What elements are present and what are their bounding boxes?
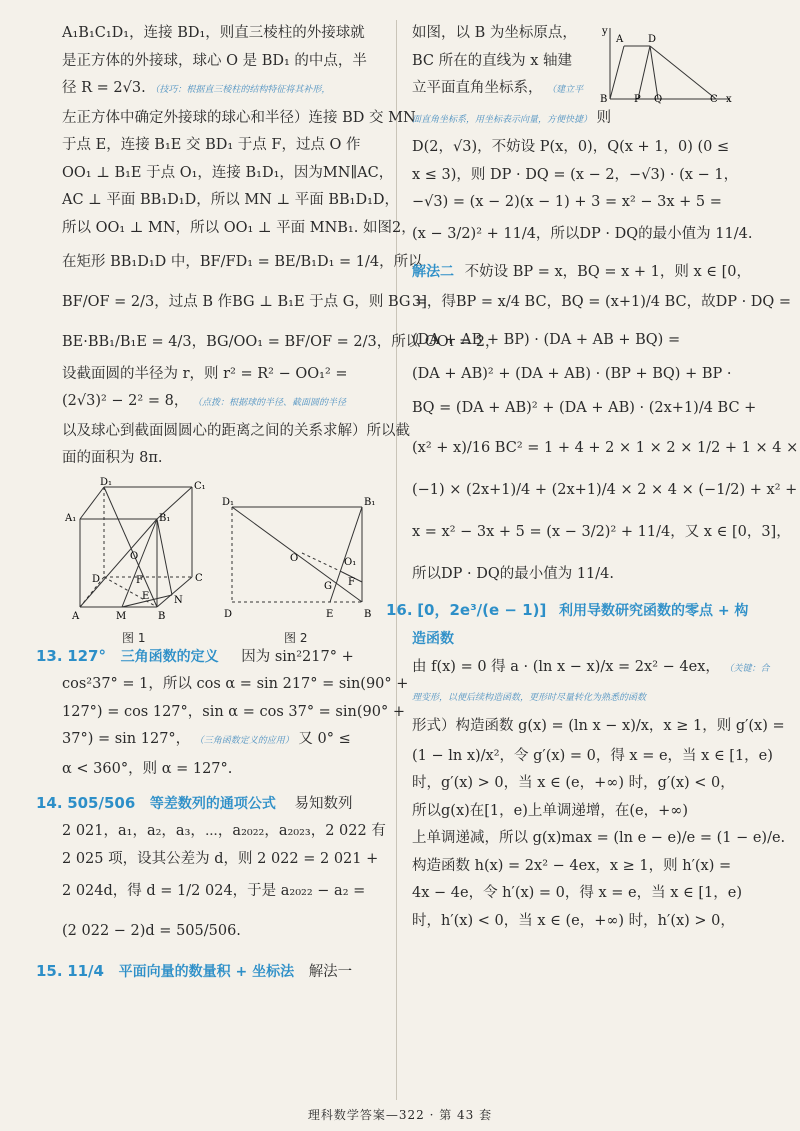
text-line: 左正方体中确定外接球的球心和半径）连接 BD 交 MN	[62, 109, 416, 126]
text-line: OO₁ ⊥ B₁E 于点 O₁，连接 B₁D₁，因为MN∥AC，	[62, 164, 394, 181]
text-line: (x² + x)/16 BC² = 1 + 4 + 2 × 1 × 2 × 1/2 + 1 × 4 ×	[412, 440, 799, 456]
text-line: 时，g′(x) > 0，当 x ∈ (e，+∞) 时，g′(x) < 0，	[412, 775, 735, 791]
rect-label: G	[324, 580, 332, 592]
cube-label: A₁	[65, 512, 77, 524]
text-line	[62, 79, 384, 99]
graph-label: P	[634, 94, 641, 104]
graph-label: D	[648, 34, 657, 45]
text-line: (2√3)² − 2² = 8，	[62, 393, 189, 409]
q14-head	[36, 794, 384, 813]
text-line: 立平面直角坐标系，	[412, 80, 543, 96]
text-line: 2 025 项，设其公差为 d，则 2 022 = 2 021 +	[62, 850, 379, 867]
text-line: (2 022 − 2)d = 505/506.	[62, 922, 241, 939]
text-line: 形式）构造函数 g(x) = (ln x − x)/x，x ≥ 1，则 g′(x) =	[412, 717, 785, 734]
text-line	[412, 109, 742, 129]
text-line: A₁B₁C₁D₁，连接 BD₁，则直三棱柱的外接球就	[62, 25, 365, 41]
tip-note: （关键：合	[724, 663, 770, 674]
q16-head	[386, 601, 749, 620]
text-line: (DA + AB + BP) · (DA + AB + BQ) =	[412, 332, 681, 348]
q14-number: 14.	[36, 793, 63, 812]
text-line: BQ = (DA + AB)² + (DA + AB) · (2x+1)/4 BC +	[412, 400, 757, 416]
text-line: 所以 OO₁ ⊥ MN，所以 OO₁ ⊥ 平面 MNB₁. 如图2，	[62, 219, 416, 236]
q13-number: 13.	[36, 646, 63, 665]
text-line	[412, 658, 770, 678]
q16-topic: 利用导数研究函数的零点 + 构	[558, 603, 749, 619]
rect-label: D₁	[222, 496, 235, 508]
graph-label: B	[600, 94, 608, 104]
text-line: 在矩形 BB₁D₁D 中，BF/FD₁ = BE/B₁D₁ = 1/4，所以	[62, 253, 423, 270]
q15-answer: 11/4	[67, 961, 104, 980]
text-line: −√3) = (x − 2)(x − 1) + 3 = x² − 3x + 5 =	[412, 194, 722, 210]
text-line: (1 − ln x)/x²，令 g′(x) = 0，得 x = e，当 x ∈ [1，e)	[412, 747, 773, 764]
text-line: 3]，得BP = x/4 BC，BQ = (x+1)/4 BC，故DP · DQ =	[412, 294, 792, 310]
text-line: 如图，以 B 为坐标原点，	[412, 25, 577, 41]
cube-label: E	[142, 590, 150, 602]
text-line: BC 所在的直线为 x 轴建	[412, 52, 573, 69]
method2-label: 解法二	[412, 264, 454, 280]
cube-figure	[62, 477, 384, 627]
text-line	[412, 687, 742, 707]
tip-note: （建立平	[547, 85, 584, 95]
column-divider	[396, 20, 397, 1100]
text-line: (DA + AB)² + (DA + AB) · (BP + BQ) + BP ·	[412, 366, 732, 382]
cube-label: O	[130, 550, 139, 562]
rect-label: E	[326, 608, 334, 620]
text-line: α < 360°，则 α = 127°.	[62, 760, 233, 777]
graph-label: A	[616, 34, 624, 45]
text-line: 由 f(x) = 0 得 a · (ln x − x)/x = 2x² − 4ex，	[412, 658, 720, 675]
text-line: 又 0° ≤	[298, 731, 351, 747]
figure2-caption: 图 2	[284, 630, 308, 645]
text-line: BF/OF = 2/3，过点 B 作BG ⊥ B₁E 于点 G，则 BG =	[62, 293, 428, 310]
cube-label: N	[174, 594, 183, 606]
tip-note: （三角函数定义的应用）	[194, 736, 294, 746]
text-line: 时，h′(x) < 0，当 x ∈ (e，+∞) 时，h′(x) > 0，	[412, 912, 735, 929]
cube-label: B₁	[159, 512, 171, 524]
text-line: 以及球心到截面圆圆心的距离之间的关系求解）所以截	[62, 422, 410, 439]
q16-topic2: 造函数	[412, 630, 454, 647]
q15-number: 15.	[36, 961, 63, 980]
text-line: 所以g(x)在[1，e)上单调递增，在(e，+∞)	[412, 802, 689, 819]
text-line: cos²37° = 1，所以 cos α = sin 217° = sin(90° +	[62, 676, 409, 692]
rect-label: B₁	[364, 496, 376, 508]
q14-answer: 505/506	[67, 793, 136, 812]
text-line: (x − 3/2)² + 11/4，所以DP · DQ的最小值为 11/4.	[412, 226, 753, 242]
text-line: 于点 E，连接 B₁E 交 BD₁ 于点 F，过点 O 作	[62, 137, 361, 153]
rect-label: O₁	[344, 556, 357, 568]
q15-topic: 平面向量的数量积 + 坐标法	[118, 963, 295, 980]
q15-head	[36, 962, 384, 981]
cube-label: M	[116, 610, 127, 622]
cube-label: C	[195, 572, 203, 584]
q13-text: 因为 sin²217° +	[241, 648, 354, 665]
text-line: 2 024d，得 d = 1/2 024，于是 a₂₀₂₂ − a₂ =	[62, 882, 366, 899]
text-line: 则	[596, 109, 612, 126]
text-line: 径 R = 2√3.	[62, 80, 146, 96]
text-line: BE·BB₁/B₁E = 4/3，BG/OO₁ = BF/OF = 2/3，所以 OO₁ = 2，	[62, 333, 500, 350]
graph-label: y	[602, 26, 608, 37]
text-line: 不妨设 BP = x，BQ = x + 1，则 x ∈ [0，	[464, 264, 751, 280]
q14-text: 易知数列	[294, 795, 353, 812]
text-line: x ≤ 3)，则 DP · DQ = (x − 2，−√3) · (x − 1，	[412, 166, 739, 183]
text-line: D(2，√3)，不妨设 P(x，0)，Q(x + 1，0) (0 ≤	[412, 139, 730, 155]
text-line: 是正方体的外接球，球心 O 是 BD₁ 的中点，半	[62, 52, 367, 69]
rect-label: F	[348, 576, 355, 588]
method2-first-line	[412, 263, 751, 281]
q13-topic: 三角函数的定义	[120, 648, 219, 665]
text-line: 2 021，a₁，a₂，a₃，⋯，a₂₀₂₂，a₂₀₂₃，2 022 有	[62, 823, 386, 839]
q16-topic-cont	[412, 630, 742, 648]
q13-head	[36, 647, 384, 666]
rect-label: D	[224, 608, 233, 620]
text-line: 127°) = cos 127°，sin α = cos 37° = sin(90° +	[62, 703, 405, 720]
right-column	[386, 24, 799, 939]
text-line	[62, 730, 384, 750]
page-footer: 理科数学答案—322 · 第 43 套	[307, 1108, 493, 1122]
figures-row	[62, 477, 384, 647]
tip-note: 面直角坐标系，用坐标表示向量，方便快捷）	[412, 114, 593, 125]
text-line: 4x − 4e，令 h′(x) = 0，得 x = e，当 x ∈ [1，e)	[412, 885, 742, 901]
cube-label: D₁	[100, 476, 113, 488]
graph-label: Q	[654, 94, 663, 104]
text-line	[62, 392, 384, 412]
text-line: 37°) = sin 127°，	[62, 731, 191, 747]
graph-label: x	[726, 94, 732, 104]
cube-label: F	[136, 574, 143, 586]
text-line: AC ⊥ 平面 BB₁D₁D，所以 MN ⊥ 平面 BB₁D₁D，	[62, 192, 400, 208]
text-line: (−1) × (2x+1)/4 + (2x+1)/4 × 2 × 4 × (−1/2) + x² +	[412, 482, 798, 498]
text-line: 构造函数 h(x) = 2x² − 4ex，x ≥ 1，则 h′(x) =	[412, 857, 732, 874]
text-line: 上单调递减，所以 g(x)max = (ln e − e)/e = (1 − e)/e.	[412, 830, 786, 846]
tip-note: 理变形，以便后续构造函数，更形时尽量转化为熟悉的函数	[412, 693, 647, 703]
text-line: x = x² − 3x + 5 = (x − 3/2)² + 11/4，又 x ∈ [0，3]，	[412, 524, 791, 540]
cube-label: B	[158, 610, 166, 622]
graph-label: C	[710, 94, 718, 104]
text-line: 设截面圆的半径为 r，则 r² = R² − OO₁² =	[62, 365, 348, 382]
q13-answer: 127°	[67, 646, 106, 665]
q16-number: 16.	[386, 601, 413, 619]
rect-label: O	[290, 552, 299, 564]
q16-answer: [0，2e³/(e − 1)]	[417, 601, 547, 619]
coordinate-graph	[598, 24, 738, 104]
tip-note: （点拨：根据球的半径、截面圆的半径	[192, 398, 346, 408]
rect-label: B	[364, 608, 372, 620]
cube-label: D	[92, 573, 101, 585]
q15-method: 解法一	[308, 963, 353, 980]
cube-label: C₁	[194, 480, 206, 492]
text-line: 所以DP · DQ的最小值为 11/4.	[412, 566, 615, 582]
text-line: 面的面积为 8π.	[62, 450, 163, 466]
figure1-caption: 图 1	[122, 630, 146, 645]
cube-label: A	[72, 610, 80, 622]
tip-note: （技巧：根据直三棱柱的结构特征将其补形，	[150, 85, 331, 95]
q14-topic: 等差数列的通项公式	[149, 795, 276, 812]
